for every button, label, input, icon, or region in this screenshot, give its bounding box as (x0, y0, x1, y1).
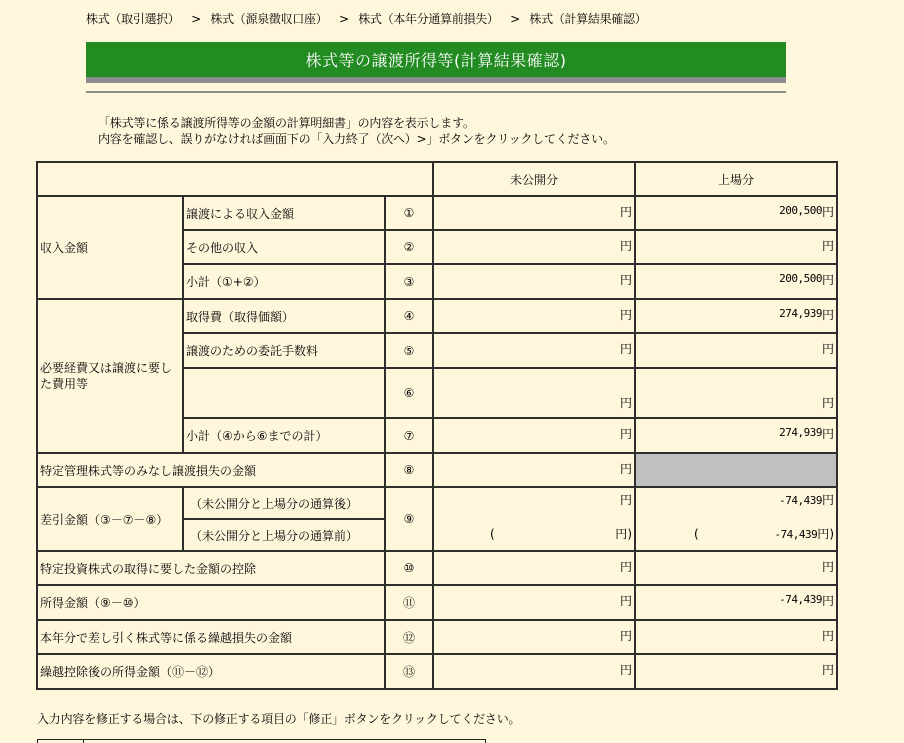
row-label: 本年分で差し引く株式等に係る繰越損失の金額 (37, 620, 385, 654)
listed-amount-disabled (635, 453, 837, 487)
listed-amount (635, 368, 837, 418)
row-label: 特定投資株式の取得に要した金額の控除 (37, 551, 385, 585)
intro-line-2: 内容を確認し、誤りがなければ画面下の「入力終了（次へ）>」ボタンをクリックしてください。 (98, 132, 615, 146)
title-rule-divider (86, 91, 786, 93)
row-number: ② (385, 230, 433, 264)
listed-pre-offset-amount: ( -74,439円) (694, 527, 834, 541)
yen-unit: 円 (619, 308, 632, 322)
header-unlisted: 未公開分 (433, 162, 635, 196)
breadcrumb-separator: > (510, 12, 520, 26)
listed-amount: 274,939円 (635, 299, 837, 333)
breadcrumb-item-withholding-account: 株式（源泉徴収口座） (210, 12, 328, 26)
unlisted-amount (433, 196, 635, 230)
listed-amount: 200,500円 (635, 196, 837, 230)
title-shadow-divider (86, 77, 786, 83)
table-row (37, 453, 837, 487)
yen-unit: 円 (619, 663, 632, 677)
yen-unit: 円 (821, 205, 834, 219)
table-header-row (37, 162, 837, 196)
yen-unit: 円 (821, 560, 834, 574)
unlisted-pre-offset-amount (436, 526, 632, 543)
row-number: ⑧ (385, 453, 433, 487)
yen-unit: 円 (821, 629, 834, 643)
yen-unit: 円 (619, 342, 632, 356)
listed-amount: 200,500円 (635, 264, 837, 299)
paren-close: ) (829, 527, 834, 541)
row-number: ⑬ (385, 654, 433, 689)
unlisted-amount (433, 264, 635, 299)
yen-unit: 円 (619, 594, 632, 608)
breadcrumb-item-result-confirm: 株式（計算結果確認） (529, 12, 647, 26)
unlisted-amount (433, 299, 635, 333)
row-label: （未公開分と上場分の通算後） (183, 487, 385, 519)
row-label: 取得費（取得価額） (183, 299, 385, 333)
intro-text (98, 115, 615, 147)
breadcrumb-item-pre-offset-loss: 株式（本年分通算前損失） (358, 12, 499, 26)
unlisted-amount (433, 654, 635, 689)
row-number: ⑤ (385, 333, 433, 368)
row-label: 繰越控除後の所得金額（⑪－⑫） (37, 654, 385, 689)
edit-items-table (37, 739, 486, 743)
table-row (37, 487, 837, 519)
yen-unit: 円 (821, 308, 834, 322)
row-number: ③ (385, 264, 433, 299)
yen-unit: 円 (821, 342, 834, 356)
row-label: 小計（①+②） (183, 264, 385, 299)
breadcrumb-separator: > (191, 12, 201, 26)
yen-unit: 円 (619, 493, 632, 507)
listed-amount (635, 620, 837, 654)
yen-unit: 円 (619, 239, 632, 253)
table-row (37, 196, 837, 230)
unlisted-amount (433, 230, 635, 264)
row-number: ① (385, 196, 433, 230)
yen-unit: 円 (821, 239, 834, 253)
unlisted-amount (433, 453, 635, 487)
unlisted-amount (433, 333, 635, 368)
row-number: ⑩ (385, 551, 433, 585)
table-row (37, 654, 837, 689)
row-label: （未公開分と上場分の通算前） (183, 519, 385, 551)
row-number: ⑥ (385, 368, 433, 418)
yen-unit: 円 (821, 396, 834, 410)
unlisted-amount (433, 585, 635, 620)
listed-amount: 274,939円 (635, 418, 837, 453)
yen-unit: 円 (619, 273, 632, 287)
listed-amount (635, 230, 837, 264)
row-number: ⑪ (385, 585, 433, 620)
yen-unit: 円 (619, 462, 632, 476)
header-blank (37, 162, 433, 196)
paren-close: ) (627, 527, 632, 541)
yen-unit: 円 (821, 493, 834, 507)
row-number: ⑫ (385, 620, 433, 654)
edit-instructions: 入力内容を修正する場合は、下の修正する項目の「修正」ボタンをクリックしてください。 (37, 712, 521, 726)
row-number: ⑨ (385, 487, 433, 551)
yen-unit: 円 (821, 594, 834, 608)
paren-open: ( (694, 527, 699, 541)
table-row (37, 299, 837, 333)
calculation-table (36, 161, 838, 690)
breadcrumb-item-transaction-select: 株式（取引選択） (86, 12, 180, 26)
group-income: 収入金額 (37, 196, 183, 299)
yen-unit: 円 (821, 273, 834, 287)
yen-unit: 円 (821, 427, 834, 441)
unlisted-amount (433, 551, 635, 585)
unlisted-amount (433, 620, 635, 654)
table-row (37, 551, 837, 585)
paren-open: ( (490, 527, 495, 541)
row-label: 譲渡のための委託手数料 (183, 333, 385, 368)
row-number: ⑦ (385, 418, 433, 453)
listed-amount: -74,439円 (635, 585, 837, 620)
row-label: 特定管理株式等のみなし譲渡損失の金額 (37, 453, 385, 487)
row-label: その他の収入 (183, 230, 385, 264)
yen-unit: 円 (821, 663, 834, 677)
unlisted-amount-pair (433, 487, 635, 551)
unlisted-amount (433, 418, 635, 453)
yen-unit: 円 (619, 396, 632, 410)
row-label: 小計（④から⑥までの計） (183, 418, 385, 453)
yen-unit: 円 (619, 629, 632, 643)
yen-unit: 円 (615, 527, 628, 541)
table-row (37, 620, 837, 654)
header-listed: 上場分 (635, 162, 837, 196)
yen-unit: 円 (619, 205, 632, 219)
row-label-empty (183, 368, 385, 418)
listed-amount (635, 333, 837, 368)
listed-amount (635, 654, 837, 689)
yen-unit: 円 (619, 427, 632, 441)
yen-unit: 円 (619, 560, 632, 574)
listed-amount (635, 551, 837, 585)
listed-amount-pair: -74,439円 ( -74,439円) (635, 487, 837, 551)
page-title: 株式等の譲渡所得等(計算結果確認) (86, 42, 786, 77)
yen-unit: 円 (817, 527, 830, 541)
row-number: ④ (385, 299, 433, 333)
unlisted-amount (433, 368, 635, 418)
row-label: 所得金額（⑨－⑩） (37, 585, 385, 620)
group-expenses: 必要経費又は譲渡に要した費用等 (37, 299, 183, 453)
breadcrumb-separator: > (338, 12, 349, 26)
row-label: 譲渡による収入金額 (183, 196, 385, 230)
breadcrumb (86, 10, 646, 27)
group-difference: 差引金額（③－⑦－⑧） (37, 487, 183, 551)
intro-line-1: 「株式等に係る譲渡所得等の金額の計算明細書」の内容を表示します。 (98, 116, 475, 130)
table-row (37, 585, 837, 620)
